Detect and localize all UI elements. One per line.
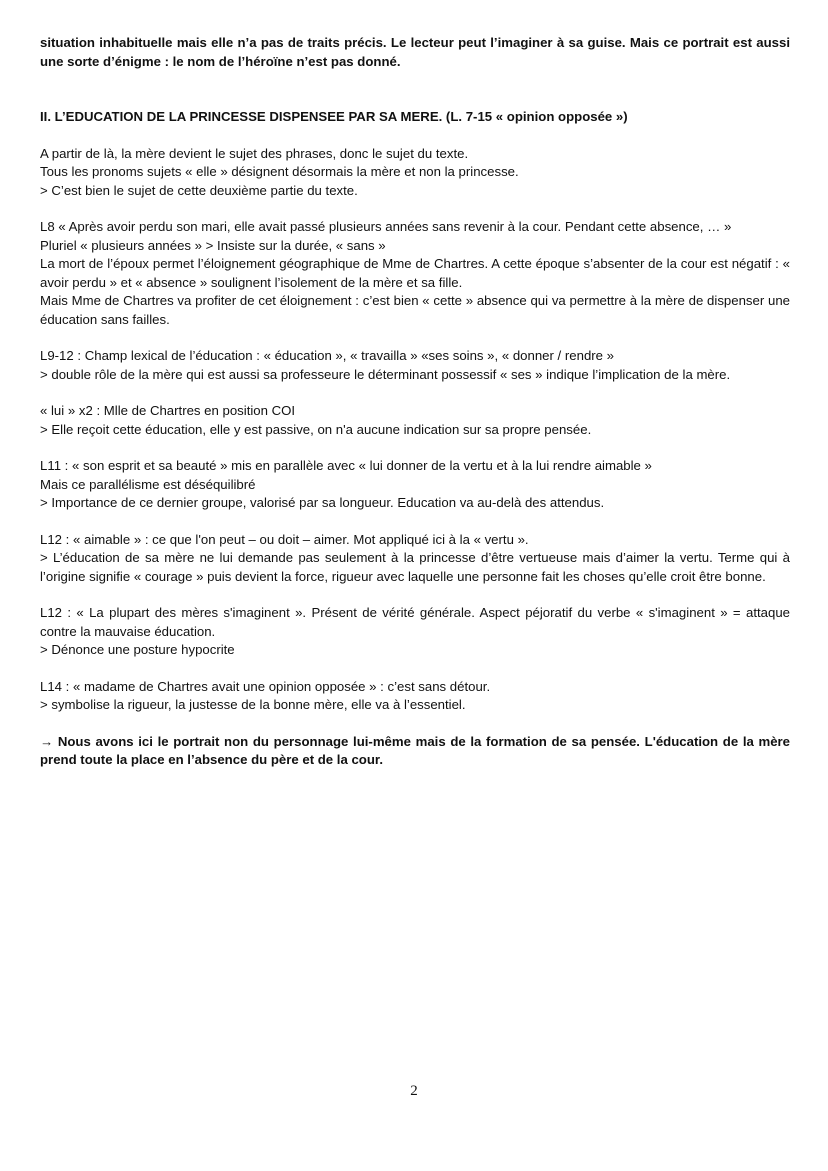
text-line: L12 : « aimable » : ce que l'on peut – ou doit – aimer. Mot appliqué ici à la « vertu ». — [40, 531, 529, 547]
text-line: > L’éducation de sa mère ne lui demande pas seulement à la princesse d’être vertueuse mais d’aimer la vertu. Terme qui à l’origine signifie « courage » puis devient la force, rigueur avec laquelle une personne fait les choses qu’elle croit être bonne. — [40, 550, 790, 584]
text-line: Mais Mme de Chartres va profiter de cet éloignement : c’est bien « cette » absence qui va permettre à la mère de dispenser une éducation sans failles. — [40, 293, 790, 327]
paragraph-l12-meres — [40, 604, 790, 660]
text-line: L14 : « madame de Chartres avait une opinion opposée » : c’est sans détour. — [40, 678, 491, 694]
section-heading: II. L’EDUCATION DE LA PRINCESSE DISPENSEE PAR SA MERE. (L. 7-15 « opinion opposée ») — [40, 109, 628, 124]
text-line: L8 « Après avoir perdu son mari, elle avait passé plusieurs années sans revenir à la cour. Pendant cette absence, … » — [40, 219, 732, 234]
paragraph-l11 — [40, 457, 790, 513]
spacer — [40, 384, 790, 402]
page-number: 2 — [410, 1083, 418, 1099]
text-line: La mort de l’époux permet l’éloignement géographique de Mme de Chartres. A cette époque s’absenter de la cour est négatif : « avoir perdu » et « absence » soulignent l’isolement de la mère et sa fille. — [40, 256, 790, 290]
paragraph-subject-shift — [40, 145, 790, 201]
paragraph-l14 — [40, 678, 790, 715]
text-line: > double rôle de la mère qui est aussi sa professeure le déterminant possessif « ses » indique l’implication de la mère. — [40, 366, 731, 382]
paragraph-l12-aimable — [40, 531, 790, 587]
text-line: « lui » x2 : Mlle de Chartres en position COI — [40, 403, 296, 418]
paragraph-l9-12 — [40, 347, 790, 384]
spacer — [40, 71, 790, 108]
spacer — [40, 513, 790, 531]
text-line: > Dénonce une posture hypocrite — [40, 642, 235, 657]
text-line: L11 : « son esprit et sa beauté » mis en parallèle avec « lui donner de la vertu et à la lui rendre aimable » — [40, 458, 652, 473]
spacer — [40, 439, 790, 457]
text-line: Mais ce parallélisme est déséquilibré — [40, 476, 256, 492]
text-line: L9-12 : Champ lexical de l’éducation : « éducation », « travailla » «ses soins », « donner / rendre » — [40, 348, 615, 363]
conclusion-paragraph: → Nous avons ici le portrait non du personnage lui-même mais de la formation de sa pensée. L'éducation de la mère prend toute la place en l’absence du père et de la cour. — [40, 733, 790, 767]
spacer — [40, 586, 790, 604]
intro-paragraph: situation inhabituelle mais elle n’a pas de traits précis. Le lecteur peut l’imaginer à sa guise. Mais ce portrait est aussi une sorte d’énigme : le nom de l’héroïne n’est pas donné. — [40, 35, 790, 69]
spacer — [40, 329, 790, 347]
text-line: > symbolise la rigueur, la justesse de la bonne mère, elle va à l’essentiel. — [40, 697, 466, 712]
text-line: A partir de là, la mère devient le sujet des phrases, donc le sujet du texte. — [40, 145, 469, 161]
spacer — [40, 660, 790, 678]
spacer — [40, 715, 790, 733]
text-line: Pluriel « plusieurs années » > Insiste sur la durée, « sans » — [40, 237, 386, 253]
text-line: > C’est bien le sujet de cette deuxième partie du texte. — [40, 182, 358, 198]
document-page — [40, 34, 790, 770]
spacer — [40, 200, 790, 218]
text-line: > Elle reçoit cette éducation, elle y est passive, on n'a aucune indication sur sa propre pensée. — [40, 421, 592, 437]
paragraph-lui-coi — [40, 402, 790, 439]
spacer — [40, 127, 790, 145]
paragraph-l8 — [40, 218, 790, 329]
text-line: > Importance de ce dernier groupe, valorisé par sa longueur. Education va au-delà des attendus. — [40, 495, 605, 510]
text-line: Tous les pronoms sujets « elle » désignent désormais la mère et non la princesse. — [40, 164, 519, 179]
text-line: L12 : « La plupart des mères s'imaginent ». Présent de vérité générale. Aspect péjoratif du verbe « s'imaginent » = attaque contre la mauvaise éducation. — [40, 605, 790, 639]
